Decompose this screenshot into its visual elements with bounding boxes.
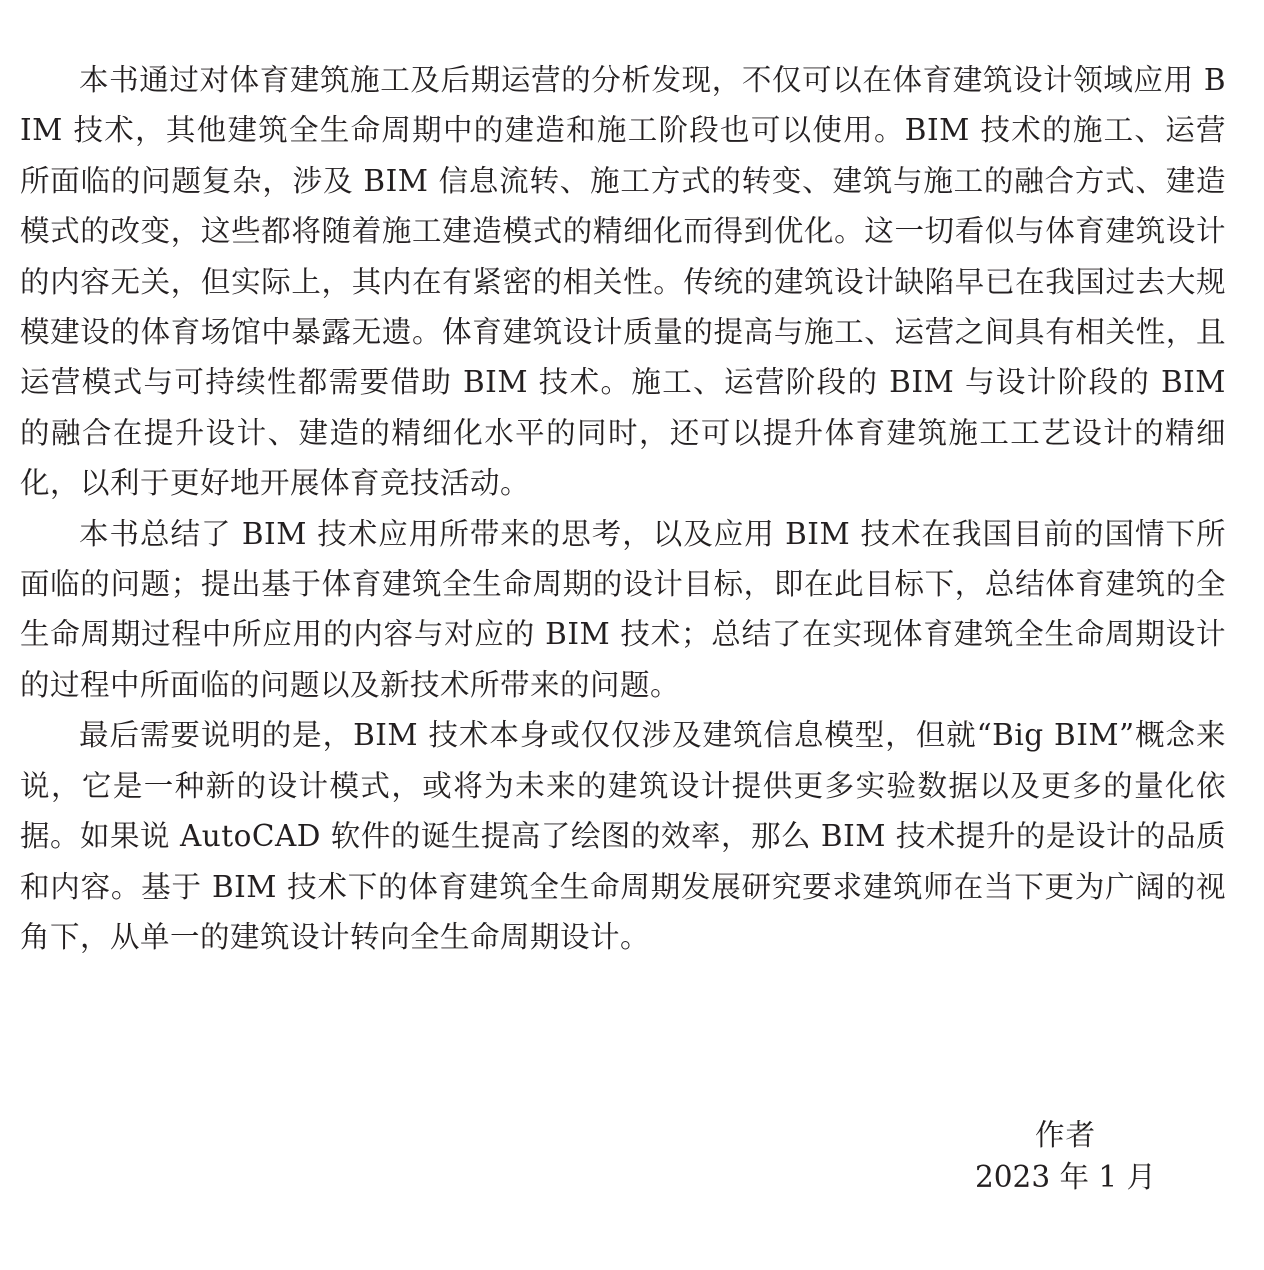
- paragraph-3: 最后需要说明的是，BIM 技术本身或仅仅涉及建筑信息模型，但就“Big BIM”概念来说，它是一种新的设计模式，或将为未来的建筑设计提供更多实验数据以及更多的量化依据。如果说 AutoCAD 软件的诞生提高了绘图的效率，那么 BIM 技术提升的是设计的品质和内容。基于 BIM 技术下的体育建筑全生命周期发展研究要求建筑师在当下更为广阔的视角下，从单一的建筑设计转向全生命周期设计。: [20, 718, 1226, 954]
- preface-body: [20, 55, 1226, 962]
- author-label: 作者: [1035, 1118, 1097, 1152]
- date-label: 2023 年 1 月: [975, 1160, 1156, 1194]
- paragraph-2: 本书总结了 BIM 技术应用所带来的思考，以及应用 BIM 技术在我国目前的国情下所面临的问题；提出基于体育建筑全生命周期的设计目标，即在此目标下，总结体育建筑的全生命周期过程中所应用的内容与对应的 BIM 技术；总结了在实现体育建筑全生命周期设计的过程中所面临的问题以及新技术所带来的问题。: [20, 516, 1226, 702]
- paragraph-1: 本书通过对体育建筑施工及后期运营的分析发现，不仅可以在体育建筑设计领域应用 BIM 技术，其他建筑全生命周期中的建造和施工阶段也可以使用。BIM 技术的施工、运营所面临的问题复杂，涉及 BIM 信息流转、施工方式的转变、建筑与施工的融合方式、建造模式的改变，这些都将随着施工建造模式的精细化而得到优化。这一切看似与体育建筑设计的内容无关，但实际上，其内在有紧密的相关性。传统的建筑设计缺陷早已在我国过去大规模建设的体育场馆中暴露无遗。体育建筑设计质量的提高与施工、运营之间具有相关性，且运营模式与可持续性都需要借助 BIM 技术。施工、运营阶段的 BIM 与设计阶段的 BIM 的融合在提升设计、建造的精细化水平的同时，还可以提升体育建筑施工工艺设计的精细化，以利于更好地开展体育竞技活动。: [20, 63, 1226, 501]
- signature-block: [975, 1114, 1156, 1198]
